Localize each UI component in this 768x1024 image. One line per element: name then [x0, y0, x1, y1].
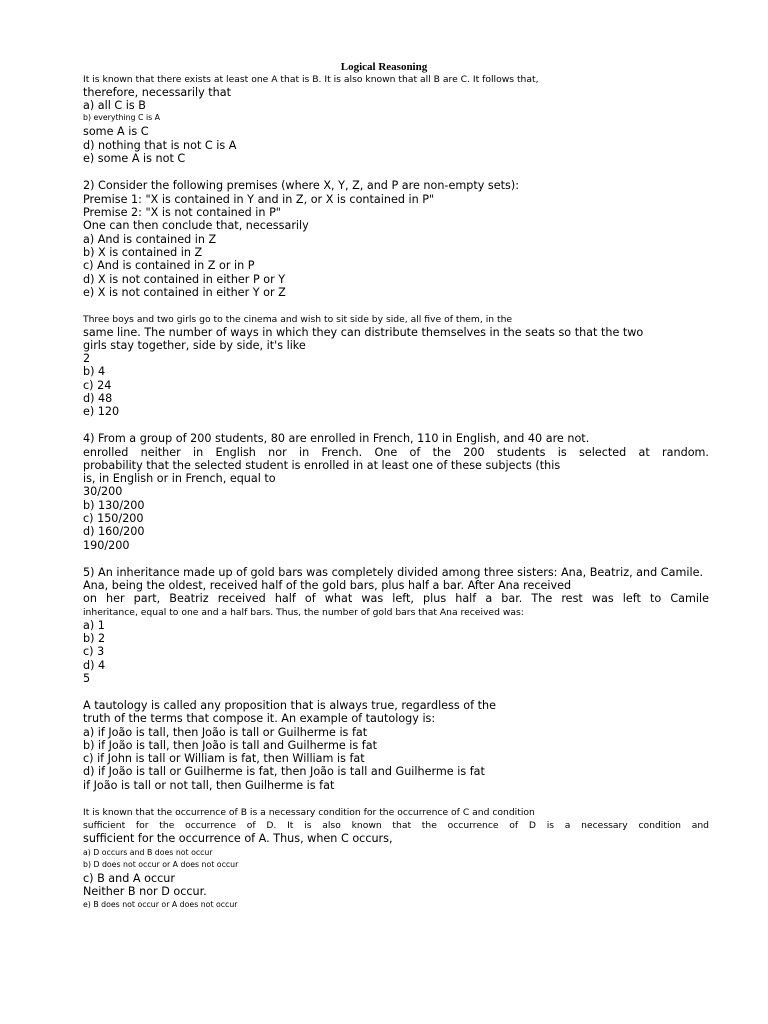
question-3-stem-line: Three boys and two girls go to the cinema and wish to sit side by side, all five of them, in the — [83, 314, 513, 325]
question-6-option: d) if João is tall or Guilherme is fat, then João is tall and Guilherme is fat — [83, 765, 485, 778]
question-1-option: some A is C — [83, 125, 149, 138]
question-7-option: e) B does not occur or A does not occur — [83, 900, 238, 909]
question-4-stem-line: is, in English or in French, equal to — [83, 472, 276, 485]
question-5-stem-line: Ana, being the oldest, received half of the gold bars, plus half a bar. After Ana received — [83, 579, 572, 592]
question-5-option: b) 2 — [83, 632, 106, 645]
page-title: Logical Reasoning — [340, 61, 428, 73]
question-2-stem-line: One can then conclude that, necessarily — [83, 219, 309, 232]
question-5-stem-line: 5) An inheritance made up of gold bars was completely divided among three sisters: Ana, Beatriz, and Camile. — [83, 566, 704, 579]
question-7-option: b) D does not occur or A does not occur — [83, 860, 239, 869]
question-2-stem-line: Premise 1: "X is contained in Y and in Z, or X is contained in P" — [83, 193, 435, 206]
question-1-option: b) everything C is A — [83, 113, 160, 122]
question-4-stem-line: 4) From a group of 200 students, 80 are enrolled in French, 110 in English, and 40 are not. — [83, 432, 590, 445]
question-7-stem-line: It is known that the occurrence of B is a necessary condition for the occurrence of C and condition — [83, 807, 535, 818]
question-2-stem-line: Premise 2: "X is not contained in P" — [83, 206, 281, 219]
question-2-option: b) X is contained in Z — [83, 246, 203, 259]
question-7-option: c) B and A occur — [83, 872, 175, 885]
question-3-option: e) 120 — [83, 405, 120, 418]
question-5-option: 5 — [83, 672, 91, 685]
question-6-stem-line: A tautology is called any proposition that is always true, regardless of the — [83, 699, 496, 712]
question-3-stem-line: same line. The number of ways in which they can distribute themselves in the seats so that the two — [83, 326, 644, 339]
question-5-stem-line: inheritance, equal to one and a half bars. Thus, the number of gold bars that Ana received was: — [83, 607, 524, 618]
question-1-option: a) all C is B — [83, 99, 146, 112]
question-7-option: a) D occurs and B does not occur — [83, 848, 213, 857]
question-6-option: a) if João is tall, then João is tall or Guilherme is fat — [83, 726, 368, 739]
question-4-stem-line: probability that the selected student is enrolled in at least one of these subjects (this — [83, 459, 561, 472]
question-3-option: b) 4 — [83, 365, 106, 378]
question-1-option: d) nothing that is not C is A — [83, 139, 237, 152]
question-4-option: 190/200 — [83, 539, 130, 552]
question-4-option: b) 130/200 — [83, 499, 145, 512]
question-1-stem-line: It is known that there exists at least one A that is B. It is also known that all B are C. It follows that, — [83, 74, 539, 85]
question-6-option: c) if John is tall or William is fat, then William is fat — [83, 752, 365, 765]
question-4-stem-line: enrolled neither in English nor in French. One of the 200 students is selected at random. — [83, 446, 709, 459]
question-3-stem-line: girls stay together, side by side, it's like — [83, 339, 306, 352]
question-5-stem-line: on her part, Beatriz received half of what was left, plus half a bar. The rest was left to Camile — [83, 592, 709, 605]
question-2-option: c) And is contained in Z or in P — [83, 259, 255, 272]
question-1-option: e) some A is not C — [83, 152, 186, 165]
question-1-stem-line: therefore, necessarily that — [83, 86, 231, 99]
question-7-option: Neither B nor D occur. — [83, 885, 207, 898]
question-7-stem-line: sufficient for the occurrence of D. It is also known that the occurrence of D is a necessary condition and — [83, 820, 709, 831]
question-4-option: d) 160/200 — [83, 525, 145, 538]
question-6-option: if João is tall or not tall, then Guilherme is fat — [83, 779, 335, 792]
question-2-option: a) And is contained in Z — [83, 233, 217, 246]
question-6-option: b) if João is tall, then João is tall and Guilherme is fat — [83, 739, 377, 752]
question-5-option: c) 3 — [83, 645, 105, 658]
question-5-option: a) 1 — [83, 619, 105, 632]
question-4-option: c) 150/200 — [83, 512, 144, 525]
question-7-stem-line: sufficient for the occurrence of A. Thus, when C occurs, — [83, 832, 393, 845]
question-5-option: d) 4 — [83, 659, 106, 672]
question-3-option: d) 48 — [83, 392, 113, 405]
question-2-stem-line: 2) Consider the following premises (where X, Y, Z, and P are non-empty sets): — [83, 179, 519, 192]
question-4-option: 30/200 — [83, 485, 123, 498]
question-2-option: e) X is not contained in either Y or Z — [83, 286, 286, 299]
question-6-stem-line: truth of the terms that compose it. An example of tautology is: — [83, 712, 436, 725]
question-2-option: d) X is not contained in either P or Y — [83, 273, 286, 286]
question-3-option: c) 24 — [83, 379, 112, 392]
question-3-option: 2 — [83, 352, 91, 365]
